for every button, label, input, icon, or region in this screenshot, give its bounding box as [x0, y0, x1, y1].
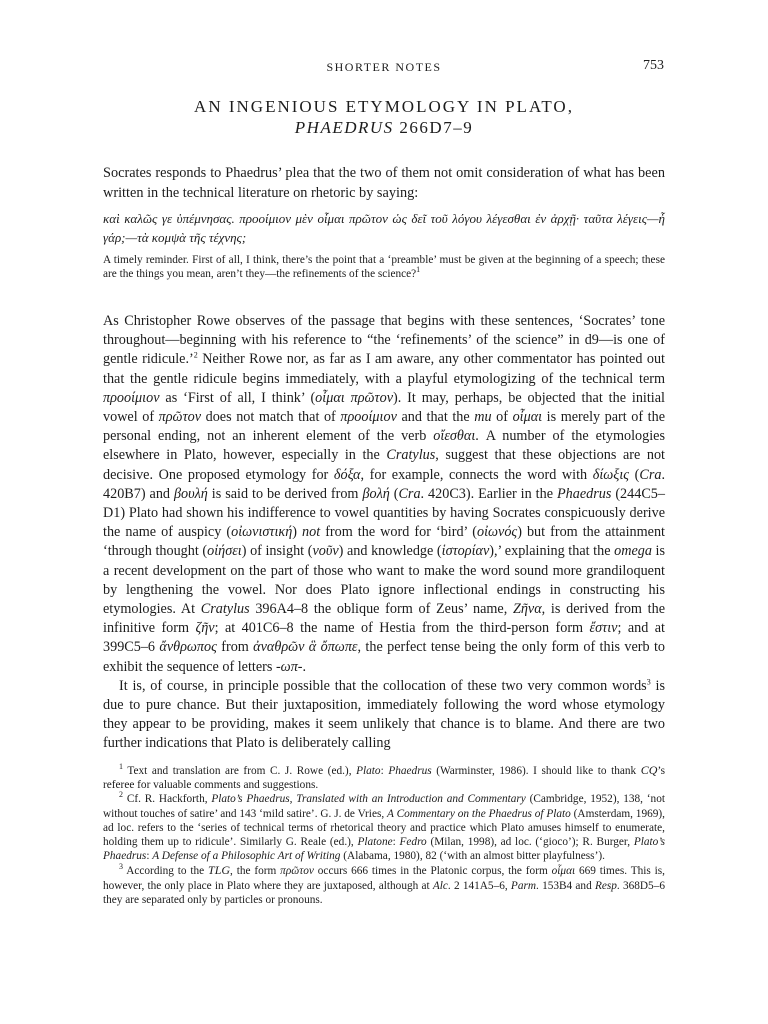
text-run: as ‘First of all, I think’ (	[159, 389, 316, 406]
greek-word: οἶμαι	[551, 865, 576, 878]
text-run: It is, of course, in principle possible that the collocation of these two very common words	[119, 677, 647, 694]
text-run: (Warminster, 1986). I should like to thank	[431, 765, 641, 777]
body-paragraph-1	[103, 312, 665, 677]
text-run: is said to be derived from	[207, 485, 363, 502]
greek-word: οἶμαι πρῶτον	[315, 389, 394, 406]
text-run: , the perfect tense being the only form of this verb to exhibit the sequence of letters -	[103, 639, 665, 675]
greek-word: νοῦν	[312, 543, 339, 560]
italic-term: Phaedrus	[556, 485, 612, 502]
text-run: is due to pure chance. But their juxtaposition, immediately following the word whose etymology they appear to be providing, makes it seem unlikely that chance is to blame. And there are two further indications that Plato is deliberately calling	[103, 677, 665, 752]
text-run: (Alabama, 1980), 82 (‘with an almost bitter playfulness’).	[340, 850, 605, 863]
greek-word: οἰωνός	[476, 524, 518, 541]
page-number: 753	[643, 58, 664, 73]
italic-term: Resp	[594, 879, 617, 892]
greek-word: πρῶτον	[280, 865, 314, 878]
translation-text: A timely reminder. First of all, I think, there’s the point that a ‘preamble’ must be given at the beginning of a speech; these are the things you mean, aren’t they—the refinements of the science?	[103, 254, 665, 280]
text-run: :	[146, 850, 153, 863]
text-run: from the word for ‘bird’ (	[320, 524, 477, 541]
translation-paragraph	[103, 253, 665, 281]
italic-term: A Defense of a Philosophic Art of Writing	[152, 850, 341, 863]
text-run: Cf. R. Hackforth,	[123, 793, 212, 806]
greek-word: ἔστιν	[589, 620, 618, 637]
text-run: ; and at 399C5–6	[103, 620, 665, 656]
greek-word: δίωξις	[592, 466, 630, 483]
text-run: . A number of the etymologies elsewhere in Plato, however, especially in the	[103, 428, 665, 464]
italic-term: Cra	[398, 485, 421, 502]
italic-term: Plato’s Phaedrus	[103, 836, 665, 863]
text-run: ) and knowledge (	[338, 543, 442, 560]
greek-word: βουλή	[173, 485, 208, 502]
greek-word: πρῶτον	[158, 409, 202, 426]
footnote-number: 3	[119, 862, 123, 872]
text-run: (Milan, 1998), ad loc. (‘gioco’); R. Burger,	[426, 836, 634, 849]
italic-term: Parm	[510, 879, 537, 892]
text-run: , for example, connects the word with	[360, 466, 593, 483]
text-run: , the form	[230, 865, 281, 878]
text-run: (Cambridge, 1952), 138, ‘not without touches of satire’ and 143 ‘mild satire’. G. J. de Vries,	[103, 793, 665, 820]
footnote-number: 1	[119, 762, 123, 772]
italic-term: not	[302, 524, 321, 541]
italic-term: Plato	[356, 765, 381, 777]
body-text	[103, 312, 665, 754]
text-run: )	[292, 524, 303, 541]
text-run: , is derived from the infinitive form	[103, 601, 666, 637]
text-run: Neither Rowe nor, as far as I am aware, any other commentator has pointed out that the gentle ridicule begins immediately, with a playful etymologizing of the technical term	[103, 351, 665, 387]
text-run: According to the	[123, 865, 209, 878]
title-reference: 266D7–9	[393, 118, 474, 137]
italic-term: Plato’s Phaedrus, Translated with an Introduction and Commentary	[211, 793, 526, 806]
article-title	[0, 96, 768, 138]
greek-word: ωπ	[280, 658, 298, 675]
italic-term: omega	[614, 543, 652, 560]
text-run: . 153B4 and	[536, 879, 595, 892]
footnote-ref-3: 3	[646, 677, 651, 687]
text-run: ),’ explaining that the	[489, 543, 615, 560]
italic-term: Cratylus	[200, 601, 250, 618]
title-line-2	[0, 117, 768, 138]
text-run: (	[629, 466, 640, 483]
text-run: . 420B7) and	[103, 466, 666, 502]
greek-word: προοίμιον	[103, 389, 160, 406]
text-run: from	[216, 639, 254, 656]
footnotes	[103, 763, 665, 907]
text-run: does not match that of	[201, 409, 341, 426]
text-run: ) but from the attainment ‘through thought (	[103, 524, 665, 560]
text-run: :	[380, 765, 389, 777]
text-run: occurs 666 times in the Platonic corpus, the form	[313, 865, 552, 878]
footnote-number: 2	[119, 790, 123, 800]
text-run: :	[392, 836, 400, 849]
text-run: is a recent development on the part of those who want to make the word sound more grandiloquent by lengthening the vowel. Nor does Plato ignore inflectional endings in constructing his etymologies. At	[103, 543, 666, 618]
greek-word: οἰήσει	[207, 543, 242, 560]
text-run: -.	[297, 658, 307, 675]
text-run: ’s referee for valuable comments and suggestions.	[103, 765, 666, 792]
text-run: , suggest that these objections are not decisive. One proposed etymology for	[103, 447, 665, 483]
italic-term: Platone	[357, 836, 393, 849]
greek-word: οἴεσθαι	[433, 428, 476, 445]
body-paragraph-2	[103, 677, 665, 754]
greek-word: ἀναθρῶν ἃ ὄπωπε	[253, 639, 358, 656]
footnote-ref-1: 1	[416, 265, 421, 275]
italic-term: CQ	[640, 763, 658, 777]
greek-word: ἱστορίαν	[441, 543, 490, 560]
text-run: . 2 141A5–6,	[447, 879, 511, 892]
italic-term: mu	[474, 409, 492, 426]
text-run: As Christopher Rowe observes of the passage that begins with these sentences, ‘Socrates’ tone throughout—beginning with his reference to “the ‘refinements’ of the science” in d9—is one of gentle ridicule.’	[103, 313, 665, 368]
text-run: and that the	[396, 409, 475, 426]
greek-word: βολή	[362, 485, 390, 502]
text-run: (	[389, 485, 399, 502]
greek-word: Ζῆνα	[512, 601, 542, 618]
greek-word: δόξα	[333, 466, 361, 483]
italic-term: Cratylus	[386, 447, 436, 464]
text-run: (244C5–D1) Plato had shown his indifference to vowel quantities by having Socrates conspicuously derive the name of auspicy (	[103, 485, 665, 541]
italic-term: TLG	[208, 863, 231, 878]
footnote-2	[103, 792, 665, 863]
footnote-ref-2: 2	[193, 350, 198, 360]
text-run: is merely part of the personal ending, not an inherent element of the verb	[103, 409, 666, 445]
greek-word: ζῆν	[195, 620, 215, 637]
running-head: SHORTER NOTES	[326, 60, 442, 74]
greek-word: οἰωνιστική	[231, 524, 293, 541]
text-run: Text and translation are from C. J. Rowe (ed.),	[123, 765, 357, 777]
text-run: ) of insight (	[241, 543, 313, 560]
title-line-1: AN INGENIOUS ETYMOLOGY IN PLATO,	[194, 97, 574, 116]
text-run: ; at 401C6–8 the name of Hestia from the third-person form	[214, 620, 590, 637]
intro-paragraph: Socrates responds to Phaedrus’ plea that the two of them not omit consideration of what has been written in the technical literature on rhetoric by saying:	[103, 165, 665, 201]
greek-word: οἶμαι	[512, 409, 543, 426]
text-run: (Amsterdam, 1969), ad loc. refers to the ‘series of technical terms of rhetorical theory and practice which Plato amuses himself to enumerate, holding them up to ridicule’. Similarly G. Reale (ed.),	[103, 807, 665, 849]
italic-term: Alc	[432, 879, 448, 892]
greek-word: ἄνθρωπος	[159, 639, 217, 656]
text-run: 669 times. This is, however, the only place in Plato where they are juxtaposed, although at	[103, 865, 666, 892]
text-run: of	[491, 409, 513, 426]
text-run: . 420C3). Earlier in the	[420, 485, 557, 502]
text-run: . 368D5–6 they are separated only by particles or pronouns.	[103, 879, 665, 906]
italic-term: Cra	[639, 466, 662, 483]
italic-term: Phaedrus	[388, 765, 432, 777]
footnote-3	[103, 863, 665, 907]
footnote-1	[103, 763, 665, 792]
title-work: PHAEDRUS	[294, 118, 394, 137]
greek-word: προοίμιον	[340, 409, 397, 426]
text-run: ). It may, perhaps, be objected that the initial vowel of	[103, 389, 665, 426]
greek-quotation: καὶ καλῶς γε ὑπέμνησας. προοίμιον μὲν οἶμαι πρῶτον ὡς δεῖ τοῦ λόγου λέγεσθαι ἐν ἀρχῇ· ταῦτα λέγεις—ἦ γάρ;—τὰ κομψὰ τῆς τέχνης;	[103, 211, 665, 245]
text-run: 396A4–8 the oblique form of Zeus’ name,	[249, 601, 513, 618]
italic-term: A Commentary on the Phaedrus of Plato	[387, 807, 571, 820]
italic-term: Fedro	[399, 836, 427, 849]
